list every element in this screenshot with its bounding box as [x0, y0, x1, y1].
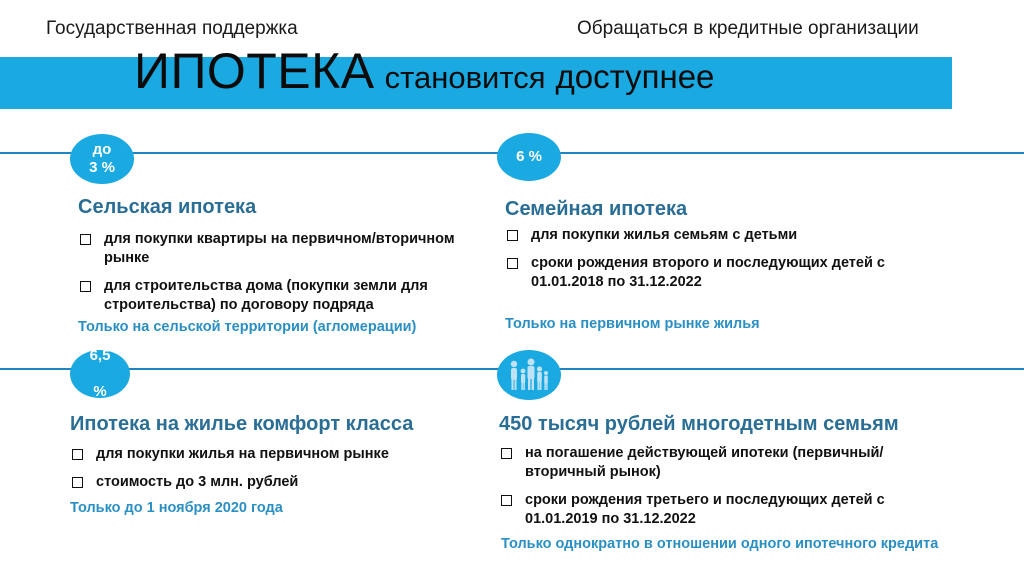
checkbox-bullet-icon — [507, 258, 518, 269]
list-item — [499, 444, 929, 482]
list-item-text: для покупки квартиры на первичном/вторичном рынке — [104, 231, 455, 266]
rate-badge-line1: 6 % — [516, 148, 542, 165]
bullet-list-rural — [78, 230, 478, 324]
list-item-text: для покупки жилья семьям с детьми — [531, 227, 798, 243]
list-item-text: сроки рождения третьего и последующих детей с 01.01.2019 по 31.12.2022 — [525, 492, 885, 527]
section-title-comfort: Ипотека на жилье комфорт класса — [70, 413, 414, 435]
section-note-large-families: Только однократно в отношении одного ипотечного кредита — [501, 536, 939, 552]
section-note-family: Только на первичном рынке жилья — [505, 316, 760, 332]
checkbox-bullet-icon — [507, 230, 518, 241]
list-item — [70, 473, 470, 492]
rate-badge-line2: 3 % — [89, 159, 115, 176]
section-title-family: Семейная ипотека — [505, 198, 688, 220]
list-item — [78, 230, 478, 268]
bullet-list-family — [505, 226, 935, 301]
section-title-rural: Сельская ипотека — [78, 196, 257, 218]
title-word-3: доступнее — [555, 58, 715, 95]
header-left-text: Государственная поддержка — [46, 18, 298, 39]
list-item-text: для строительства дома (покупки земли для строительства) по договору подряда — [104, 278, 428, 313]
section-title-large-families: 450 тысяч рублей многодетным семьям — [499, 413, 899, 435]
list-item-text: сроки рождения второго и последующих детей с 01.01.2018 по 31.12.2022 — [531, 255, 885, 290]
checkbox-bullet-icon — [80, 281, 91, 292]
section-note-rural: Только на сельской территории (агломерации) — [78, 319, 417, 335]
family-icon — [504, 356, 554, 394]
checkbox-bullet-icon — [72, 477, 83, 488]
bullet-list-large-families — [499, 444, 929, 538]
checkbox-bullet-icon — [501, 495, 512, 506]
title-main-word: ИПОТЕКА — [134, 43, 375, 99]
rate-badge-family — [497, 133, 561, 181]
list-item — [78, 277, 478, 315]
title-word-2: становится — [384, 60, 546, 95]
list-item-text: для покупки жилья на первичном рынке — [96, 446, 389, 462]
page-title — [134, 42, 714, 100]
list-item — [505, 254, 935, 292]
rate-badge-line1: до — [92, 141, 112, 158]
list-item — [499, 491, 929, 529]
checkbox-bullet-icon — [501, 448, 512, 459]
rate-badge-line1: 6,5 — [89, 347, 111, 364]
list-item — [505, 226, 935, 245]
list-item-text: на погашение действующей ипотеки (первичный/вторичный рынок) — [525, 445, 884, 480]
list-item — [70, 445, 470, 464]
rate-badge-line2: % — [93, 383, 107, 400]
checkbox-bullet-icon — [80, 234, 91, 245]
bullet-list-comfort — [70, 445, 470, 501]
header-right-text: Обращаться в кредитные организации — [577, 18, 919, 39]
rate-badge-comfort — [70, 347, 130, 400]
section-note-comfort: Только до 1 ноября 2020 года — [70, 500, 283, 516]
list-item-text: стоимость до 3 млн. рублей — [96, 474, 299, 490]
rate-badge-rural — [70, 134, 134, 184]
checkbox-bullet-icon — [72, 449, 83, 460]
family-badge — [497, 350, 561, 400]
